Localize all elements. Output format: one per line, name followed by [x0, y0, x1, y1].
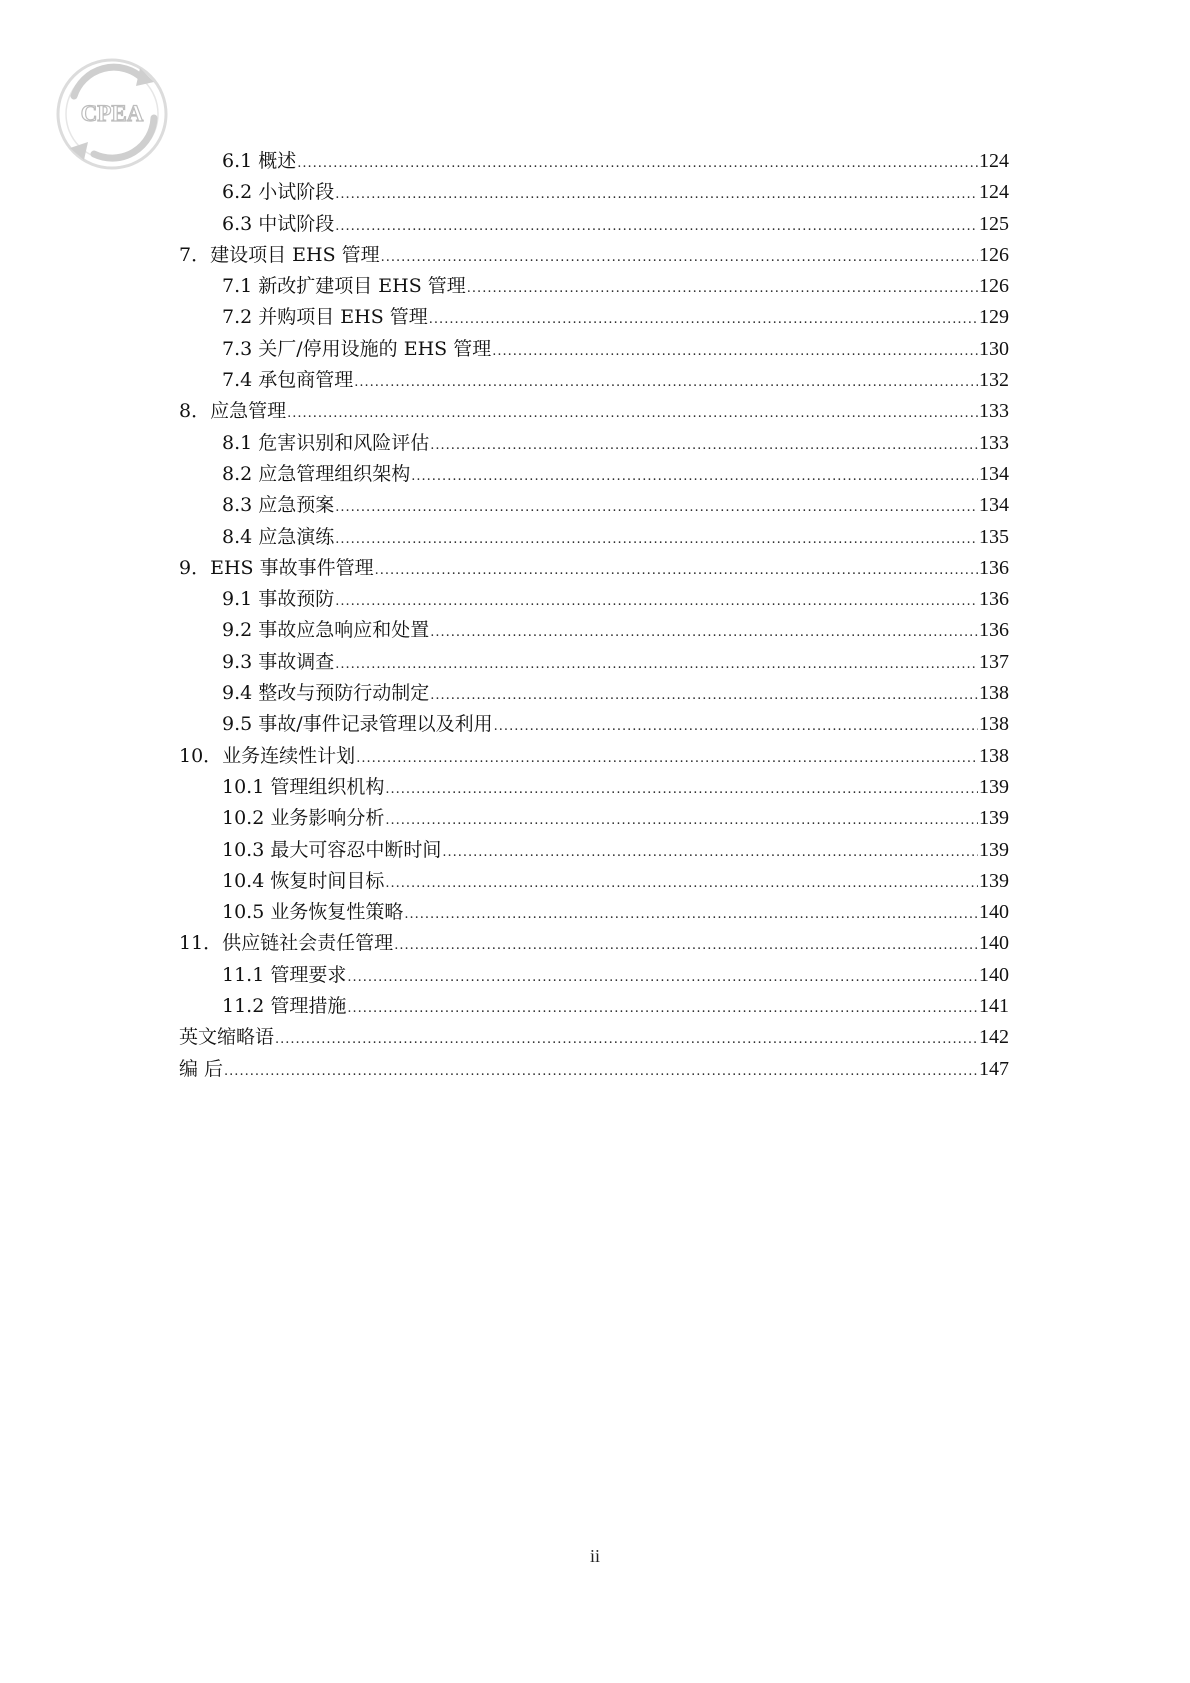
- page-number: ii: [589, 1546, 600, 1566]
- toc-entry-title: 9.4 整改与预防行动制定: [222, 682, 430, 705]
- toc-entry-title: 7.1 新改扩建项目 EHS 管理: [222, 275, 466, 298]
- toc-entry-page: 135: [979, 525, 1009, 548]
- toc-entry-page: 139: [979, 775, 1009, 798]
- toc-entry[interactable]: [179, 928, 1009, 959]
- toc-dot-leader: [385, 774, 978, 805]
- toc-entry-title: 9．EHS 事故事件管理: [179, 556, 374, 579]
- toc-entry-title: 11.1 管理要求: [222, 963, 347, 986]
- toc-dot-leader: [297, 148, 978, 179]
- toc-entry-page: 134: [979, 494, 1009, 517]
- toc-dot-leader: [385, 868, 978, 899]
- toc-entry-page: 130: [979, 337, 1009, 360]
- toc-entry-title: 编 后: [179, 1057, 224, 1080]
- toc-entry-page: 141: [979, 995, 1009, 1018]
- toc-dot-leader: [429, 304, 978, 335]
- toc-entry-page: 140: [979, 963, 1009, 986]
- toc-entry-title: 11.2 管理措施: [222, 995, 347, 1018]
- toc-entry-page: 139: [979, 869, 1009, 892]
- toc-entry-page: 124: [979, 181, 1009, 204]
- toc-entry[interactable]: [179, 960, 1009, 991]
- toc-entry-title: 10.2 业务影响分析: [222, 807, 385, 830]
- toc-entry[interactable]: [179, 271, 1009, 302]
- toc-entry[interactable]: [179, 177, 1009, 208]
- toc-entry[interactable]: [179, 302, 1009, 333]
- toc-entry[interactable]: [179, 772, 1009, 803]
- toc-entry[interactable]: [179, 615, 1009, 646]
- toc-entry-title: 7.3 关厂/停用设施的 EHS 管理: [222, 337, 492, 360]
- toc-dot-leader: [385, 805, 978, 836]
- toc-dot-leader: [404, 899, 978, 930]
- toc-dot-leader: [356, 743, 978, 774]
- toc-entry-title: 8.3 应急预案: [222, 494, 335, 517]
- toc-entry[interactable]: [179, 428, 1009, 459]
- toc-dot-leader: [381, 242, 978, 273]
- toc-entry-page: 134: [979, 462, 1009, 485]
- toc-entry-page: 126: [979, 275, 1009, 298]
- toc-entry[interactable]: [179, 835, 1009, 866]
- toc-entry-page: 129: [979, 306, 1009, 329]
- toc-entry-page: 125: [979, 212, 1009, 235]
- toc-entry-title: 8.1 危害识别和风险评估: [222, 431, 430, 454]
- toc-entry[interactable]: [179, 459, 1009, 490]
- toc-entry-page: 136: [979, 588, 1009, 611]
- toc-entry[interactable]: [179, 240, 1009, 271]
- toc-entry[interactable]: [179, 522, 1009, 553]
- toc-entry-title: 9.1 事故预防: [222, 588, 335, 611]
- toc-entry[interactable]: [179, 1054, 1009, 1085]
- toc-entry[interactable]: [179, 396, 1009, 427]
- toc-entry-title: 7．建设项目 EHS 管理: [179, 243, 380, 266]
- toc-entry-title: 9.2 事故应急响应和处置: [222, 619, 430, 642]
- toc-entry-title: 10.5 业务恢复性策略: [222, 901, 404, 924]
- toc-entry-page: 137: [979, 650, 1009, 673]
- toc-entry-page: 132: [979, 369, 1009, 392]
- toc-dot-leader: [467, 273, 978, 304]
- toc-entry-page: 138: [979, 682, 1009, 705]
- toc-entry-title: 10.3 最大可容忍中断时间: [222, 838, 442, 861]
- toc-entry-page: 136: [979, 556, 1009, 579]
- toc-entry-title: 10．业务连续性计划: [179, 744, 356, 767]
- toc-entry[interactable]: [179, 709, 1009, 740]
- toc-entry[interactable]: [179, 897, 1009, 928]
- toc-entry-title: 10.4 恢复时间目标: [222, 869, 385, 892]
- toc-entry[interactable]: [179, 490, 1009, 521]
- logo-text: CPEA: [80, 101, 144, 126]
- toc-entry-page: 138: [979, 713, 1009, 736]
- toc-dot-leader: [375, 555, 978, 586]
- toc-dot-leader: [347, 962, 978, 993]
- toc-entry-page: 133: [979, 431, 1009, 454]
- toc-dot-leader: [335, 211, 978, 242]
- cpea-logo: [54, 56, 170, 172]
- toc-entry[interactable]: [179, 365, 1009, 396]
- toc-entry-title: 英文缩略语: [179, 1026, 275, 1049]
- toc-entry-page: 126: [979, 243, 1009, 266]
- toc-entry-title: 8．应急管理: [179, 400, 287, 423]
- toc-entry[interactable]: [179, 146, 1009, 177]
- toc-dot-leader: [394, 930, 978, 961]
- toc-entry[interactable]: [179, 741, 1009, 772]
- toc-entry[interactable]: [179, 553, 1009, 584]
- toc-dot-leader: [335, 586, 978, 617]
- toc-entry[interactable]: [179, 678, 1009, 709]
- toc-entry[interactable]: [179, 991, 1009, 1022]
- toc-entry-title: 9.5 事故/事件记录管理以及利用: [222, 713, 493, 736]
- table-of-contents: [179, 146, 1009, 1085]
- toc-dot-leader: [492, 336, 978, 367]
- toc-entry-page: 140: [979, 901, 1009, 924]
- toc-dot-leader: [494, 711, 978, 742]
- toc-dot-leader: [430, 430, 978, 461]
- toc-dot-leader: [442, 837, 978, 868]
- toc-entry-title: 8.4 应急演练: [222, 525, 335, 548]
- toc-entry-page: 138: [979, 744, 1009, 767]
- toc-dot-leader: [335, 179, 978, 210]
- toc-dot-leader: [335, 492, 978, 523]
- toc-dot-leader: [430, 680, 978, 711]
- toc-entry-title: 6.1 概述: [222, 150, 297, 172]
- toc-entry[interactable]: [179, 803, 1009, 834]
- toc-entry[interactable]: [179, 584, 1009, 615]
- toc-dot-leader: [275, 1024, 978, 1055]
- toc-dot-leader: [347, 993, 978, 1024]
- toc-dot-leader: [354, 367, 978, 398]
- toc-entry[interactable]: [179, 209, 1009, 240]
- toc-dot-leader: [224, 1056, 978, 1087]
- toc-entry-page: 139: [979, 807, 1009, 830]
- toc-entry-title: 8.2 应急管理组织架构: [222, 462, 411, 485]
- toc-entry-title: 6.2 小试阶段: [222, 181, 335, 204]
- toc-entry-page: 147: [979, 1057, 1009, 1080]
- toc-dot-leader: [335, 649, 978, 680]
- toc-dot-leader: [430, 617, 978, 648]
- toc-entry-title: 11．供应链社会责任管理: [179, 932, 394, 955]
- toc-entry[interactable]: [179, 647, 1009, 678]
- cpea-logo-icon: [54, 56, 170, 172]
- toc-entry-title: 7.2 并购项目 EHS 管理: [222, 306, 428, 329]
- toc-entry-page: 124: [979, 150, 1009, 172]
- toc-dot-leader: [335, 524, 978, 555]
- toc-entry-title: 9.3 事故调查: [222, 650, 335, 673]
- toc-entry-page: 139: [979, 838, 1009, 861]
- toc-entry[interactable]: [179, 334, 1009, 365]
- toc-entry-page: 142: [979, 1026, 1009, 1049]
- toc-entry-page: 140: [979, 932, 1009, 955]
- toc-dot-leader: [411, 461, 978, 492]
- toc-entry[interactable]: [179, 866, 1009, 897]
- toc-entry-title: 6.3 中试阶段: [222, 212, 335, 235]
- toc-dot-leader: [287, 398, 978, 429]
- toc-entry-page: 133: [979, 400, 1009, 423]
- toc-entry-title: 7.4 承包商管理: [222, 369, 354, 392]
- toc-entry-title: 10.1 管理组织机构: [222, 775, 385, 798]
- toc-entry-page: 136: [979, 619, 1009, 642]
- toc-entry[interactable]: [179, 1022, 1009, 1053]
